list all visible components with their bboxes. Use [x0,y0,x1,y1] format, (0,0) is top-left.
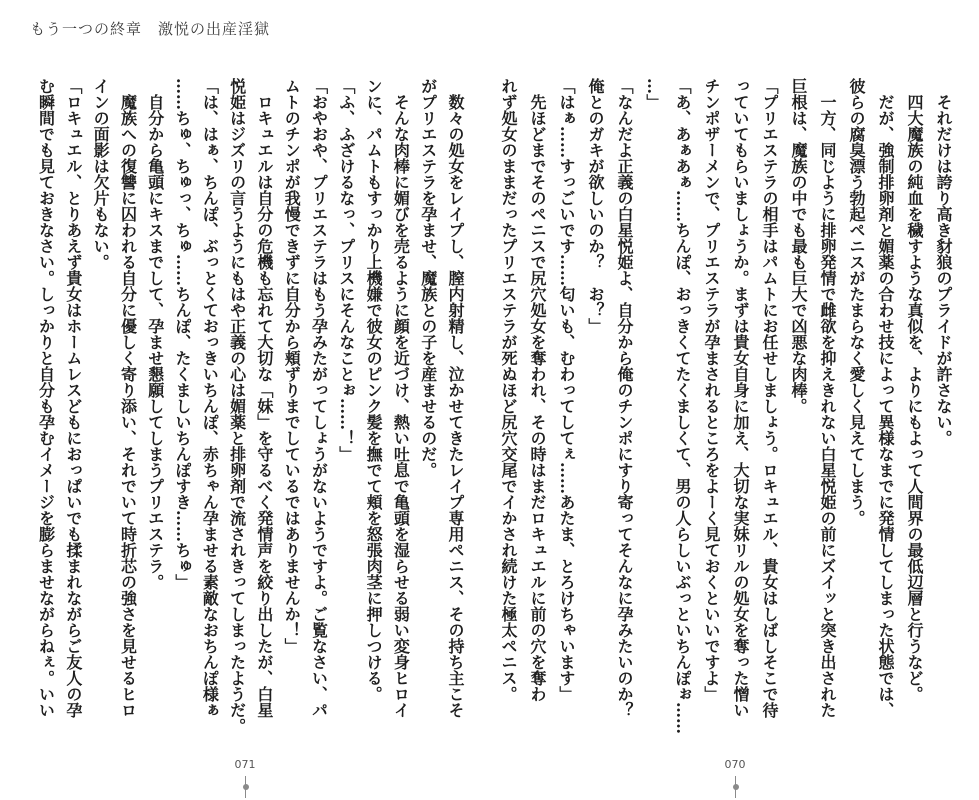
text-column: 「は、はぁ、ちんぽ、ぶっとくておっきいちんぽ、赤ちゃん孕ませる素敵なおちんぽ様ぁ [200,78,220,718]
text-column: れず処女のままだったプリエステラが死ぬほど尻穴交尾でイかされ続けた極太ペニス。 [499,78,518,702]
text-column: ロキュエルは自分の危機も忘れて大切な「妹」を守るべく発情声を絞り出したが、白星 [254,94,274,718]
text-column: だが、強制排卵剤と媚薬の合わせ技によって異様なまでに発情してしまった状態では、 [876,94,895,718]
text-column: それだけは誇り高き豺狼のプライドが許さない。 [934,94,953,446]
text-column: 「ロキュエル、とりあえず貴女はホームレスどもにおっぱいでも揉まれながらご友人の孕 [63,78,83,718]
text-column: 「ふ、ふざけるなっ、プリスにそんなことぉ……！」 [336,78,356,462]
text-column: 「プリエステラの相手はパムトにお任せしましょう。ロキュエル、貴女はしばしそこで待 [760,78,779,718]
right-page-body [494,78,958,740]
text-column: 数々の処女をレイプし、膣内射精し、泣かせてきたレイプ専用ペニス、その持ち主こそ [446,94,465,718]
text-column: む瞬間でも見ておきなさい。しっかりと自分も孕むイメージを膨らませながらねぇ。いい [36,78,56,718]
text-column: 「あ、あぁあぁ……ちんぽ、おっきくてたくましくて、男の人らしいぶっといちんぽぉ…… [673,78,692,734]
text-column: 自分から亀頭にキスまでして、孕ませ懇願してしまうプリエステラ。 [145,94,165,590]
text-column: ンに、パムトもすっかり上機嫌で彼女のピンク髪を撫でて頬を怒張肉茎に押しつける。 [364,78,384,702]
right-page-number: 070 [724,758,746,771]
text-column: 「はぁ……すっごいです……匂いも、むわってしてぇ……あたま、とろけちゃいます」 [557,78,576,702]
text-column: 一方、同じように排卵発情で雌欲を抑えきれない白星悦姫の前にズイッと突き出された [818,94,837,718]
text-column: 巨根は、魔族の中でも最も巨大で凶悪な肉棒。 [789,78,808,414]
text-column: 彼らの腐臭漂う勃起ペニスがたまらなく愛しく見えてしまう。 [847,78,866,526]
text-column: 「おやおや、プリエステラはもう孕みたがってしょうがないようですよ。ご覧なさい、パ [309,78,329,718]
running-header-title: もう一つの終章 激悦の出産淫獄 [30,20,271,38]
text-column: がプリエステラを孕ませ、魔族との子を産ませるのだ。 [418,78,438,478]
text-column: 先ほどまでそのペニスで尻穴処女を奪われ、その時はまだロキュエルに前の穴を奪わ [528,94,547,702]
right-folio-dot [733,784,739,790]
text-column: そんな肉棒に媚びを売るように顔を近づけ、熱い吐息で亀頭を湿らせる弱い変身ヒロイ [391,94,411,718]
left-page-number: 071 [234,758,256,771]
text-column: 四大魔族の純血を穢すような真似を、よりにもよって人間界の最低辺層と行うなど。 [905,94,924,702]
left-page-body [32,78,469,740]
text-column: っていてもらいましょうか。まずは貴女自身に加え、大切な実妹リルの処女を奪った憎い [731,78,750,718]
text-column: チンポザーメンで、プリエステラが孕まされるところをよーく見ておくといいですよ」 [702,78,721,702]
text-column: ムトのチンポが我慢できずに自分から頬ずりまでしているではありませんか！」 [282,78,302,654]
text-column: 「なんだよ正義の白星悦姫よ、自分から俺のチンポにすり寄ってそんなに孕みたいのか？ [615,78,634,718]
text-column: インの面影は欠片もない。 [91,78,111,270]
text-column: 魔族への復讐に囚われる自分に優しく寄り添い、それでいて時折芯の強さを見せるヒロ [118,94,138,718]
text-column: ……ちゅ、ちゅっ、ちゅ……ちんぽ、たくましいちんぽすき……ちゅ」 [173,78,193,590]
left-folio-dot [243,784,249,790]
text-column: 悦姫はジズリの言うようにもはや正義の心は媚薬と排卵剤で流されきってしまったようだ。 [227,78,247,734]
text-column: …」 [644,78,663,110]
text-column: 俺とのガキが欲しいのか？ お？」 [586,78,605,334]
